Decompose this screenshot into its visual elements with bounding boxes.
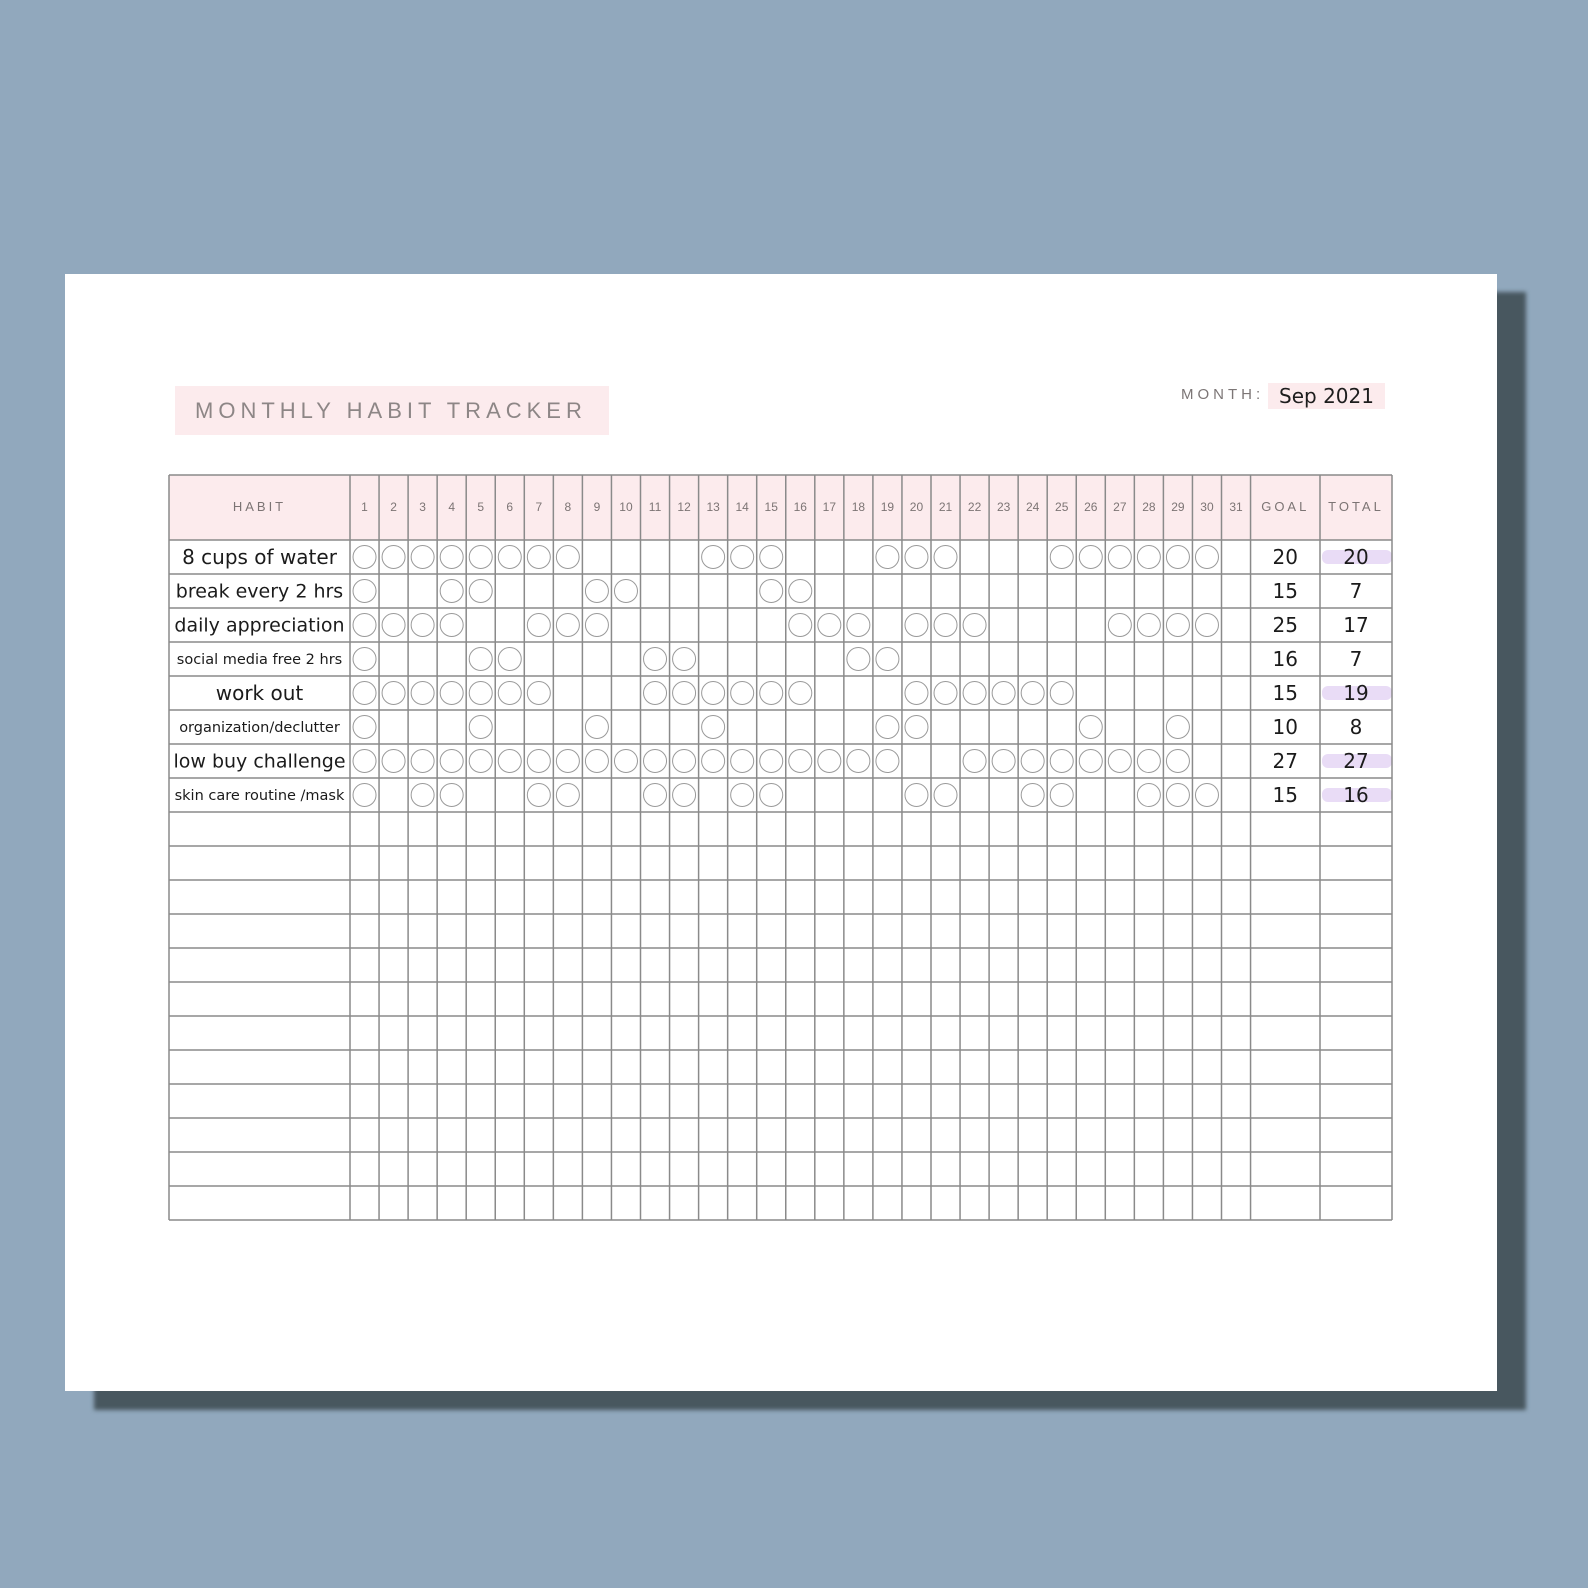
completion-circle[interactable] <box>789 580 812 603</box>
habit-name[interactable]: daily appreciation <box>174 614 345 637</box>
completion-circle[interactable] <box>644 750 667 773</box>
completion-circle[interactable] <box>847 614 870 637</box>
completion-circle[interactable] <box>498 750 521 773</box>
completion-circle[interactable] <box>440 546 463 569</box>
completion-circle[interactable] <box>876 750 899 773</box>
completion-circle[interactable] <box>382 546 405 569</box>
completion-circle[interactable] <box>1195 546 1218 569</box>
completion-circle[interactable] <box>382 682 405 705</box>
completion-circle[interactable] <box>411 546 434 569</box>
completion-circle[interactable] <box>702 682 725 705</box>
completion-circle[interactable] <box>1166 750 1189 773</box>
header-day: 9 <box>593 500 601 514</box>
habit-name[interactable]: break every 2 hrs <box>175 580 344 603</box>
completion-circle[interactable] <box>614 750 637 773</box>
habit-total[interactable]: 8 <box>1349 715 1363 739</box>
completion-circle[interactable] <box>1137 614 1160 637</box>
habit-name[interactable]: work out <box>215 681 304 705</box>
header-day: 7 <box>535 500 543 514</box>
completion-circle[interactable] <box>963 750 986 773</box>
completion-circle[interactable] <box>556 750 579 773</box>
completion-circle[interactable] <box>673 750 696 773</box>
completion-circle[interactable] <box>1195 614 1218 637</box>
completion-circle[interactable] <box>731 784 754 807</box>
completion-circle[interactable] <box>440 580 463 603</box>
completion-circle[interactable] <box>382 614 405 637</box>
completion-circle[interactable] <box>934 546 957 569</box>
header-day: 8 <box>564 500 572 514</box>
completion-circle[interactable] <box>469 648 492 671</box>
header-day: 14 <box>735 500 749 514</box>
completion-circle[interactable] <box>411 750 434 773</box>
habit-goal[interactable]: 10 <box>1272 715 1299 739</box>
header-day: 18 <box>851 500 866 514</box>
header-day: 24 <box>1025 500 1040 514</box>
header-day: 28 <box>1142 500 1156 514</box>
completion-circle[interactable] <box>1021 750 1044 773</box>
header-day: 31 <box>1229 500 1243 514</box>
header-day: 23 <box>996 500 1011 514</box>
completion-circle[interactable] <box>847 750 870 773</box>
header-day: 4 <box>448 500 456 514</box>
completion-circle[interactable] <box>789 750 812 773</box>
completion-circle[interactable] <box>527 750 550 773</box>
completion-circle[interactable] <box>498 546 521 569</box>
habit-goal[interactable]: 15 <box>1272 783 1299 807</box>
completion-circle[interactable] <box>644 648 667 671</box>
completion-circle[interactable] <box>527 614 550 637</box>
header-day: 10 <box>619 500 633 514</box>
completion-circle[interactable] <box>1079 750 1102 773</box>
completion-circle[interactable] <box>1021 784 1044 807</box>
completion-circle[interactable] <box>1021 682 1044 705</box>
completion-circle[interactable] <box>847 648 870 671</box>
completion-circle[interactable] <box>411 784 434 807</box>
completion-circle[interactable] <box>1050 784 1073 807</box>
header-day: 2 <box>390 500 397 514</box>
completion-circle[interactable] <box>469 716 492 739</box>
completion-circle[interactable] <box>760 750 783 773</box>
habit-goal[interactable]: 15 <box>1272 681 1299 705</box>
header-day: 5 <box>477 500 485 514</box>
completion-circle[interactable] <box>992 682 1015 705</box>
completion-circle[interactable] <box>992 750 1015 773</box>
month-value[interactable]: Sep 2021 <box>1268 383 1385 409</box>
header-goal: GOAL <box>1261 499 1310 514</box>
header-day: 6 <box>506 500 514 514</box>
completion-circle[interactable] <box>905 716 928 739</box>
completion-circle[interactable] <box>876 648 899 671</box>
completion-circle[interactable] <box>1050 546 1073 569</box>
completion-circle[interactable] <box>1137 784 1160 807</box>
header-day: 19 <box>880 500 895 514</box>
completion-circle[interactable] <box>673 648 696 671</box>
header-day: 22 <box>967 500 982 514</box>
completion-circle[interactable] <box>353 682 376 705</box>
habit-name[interactable]: 8 cups of water <box>182 545 337 569</box>
completion-circle[interactable] <box>789 614 812 637</box>
completion-circle[interactable] <box>411 614 434 637</box>
completion-circle[interactable] <box>1108 546 1131 569</box>
completion-circle[interactable] <box>1079 546 1102 569</box>
habit-total[interactable]: 7 <box>1349 579 1363 603</box>
month-label: MONTH: <box>1181 386 1265 403</box>
header-day: 13 <box>706 500 720 514</box>
completion-circle[interactable] <box>731 682 754 705</box>
header-day: 12 <box>677 500 691 514</box>
completion-circle[interactable] <box>702 750 725 773</box>
completion-circle[interactable] <box>527 546 550 569</box>
completion-circle[interactable] <box>644 682 667 705</box>
completion-circle[interactable] <box>353 648 376 671</box>
header-total: TOTAL <box>1328 499 1384 514</box>
completion-circle[interactable] <box>1166 716 1189 739</box>
completion-circle[interactable] <box>673 682 696 705</box>
completion-circle[interactable] <box>905 682 928 705</box>
completion-circle[interactable] <box>527 784 550 807</box>
completion-circle[interactable] <box>1195 784 1218 807</box>
header-day: 3 <box>419 500 426 514</box>
habit-goal[interactable]: 20 <box>1272 545 1299 569</box>
habit-goal[interactable]: 25 <box>1272 613 1299 637</box>
completion-circle[interactable] <box>614 580 637 603</box>
completion-circle[interactable] <box>440 750 463 773</box>
header-day: 25 <box>1055 500 1069 514</box>
completion-circle[interactable] <box>876 546 899 569</box>
habit-total[interactable]: 7 <box>1349 647 1363 671</box>
completion-circle[interactable] <box>702 546 725 569</box>
completion-circle[interactable] <box>789 682 812 705</box>
completion-circle[interactable] <box>1166 546 1189 569</box>
habit-name[interactable]: skin care routine /mask <box>174 788 345 805</box>
completion-circle[interactable] <box>905 784 928 807</box>
completion-circle[interactable] <box>702 716 725 739</box>
completion-circle[interactable] <box>1079 716 1102 739</box>
header-day: 17 <box>822 500 837 514</box>
completion-circle[interactable] <box>818 614 841 637</box>
completion-circle[interactable] <box>760 546 783 569</box>
completion-circle[interactable] <box>469 580 492 603</box>
completion-circle[interactable] <box>934 784 957 807</box>
completion-circle[interactable] <box>585 716 608 739</box>
page-title: MONTHLY HABIT TRACKER <box>195 397 587 423</box>
completion-circle[interactable] <box>963 682 986 705</box>
completion-circle[interactable] <box>440 614 463 637</box>
completion-circle[interactable] <box>934 614 957 637</box>
completion-circle[interactable] <box>760 580 783 603</box>
completion-circle[interactable] <box>1166 784 1189 807</box>
header-day: 30 <box>1200 500 1214 514</box>
habit-total[interactable]: 20 <box>1343 545 1369 569</box>
completion-circle[interactable] <box>1137 546 1160 569</box>
completion-circle[interactable] <box>382 750 405 773</box>
completion-circle[interactable] <box>527 682 550 705</box>
completion-circle[interactable] <box>469 750 492 773</box>
completion-circle[interactable] <box>440 784 463 807</box>
header-day: 16 <box>793 500 807 514</box>
header-day: 11 <box>648 500 662 514</box>
completion-circle[interactable] <box>440 682 463 705</box>
completion-circle[interactable] <box>1166 614 1189 637</box>
completion-circle[interactable] <box>760 784 783 807</box>
completion-circle[interactable] <box>731 546 754 569</box>
header-day: 15 <box>764 500 778 514</box>
header-habit: HABIT <box>232 499 287 514</box>
completion-circle[interactable] <box>353 750 376 773</box>
completion-circle[interactable] <box>1108 614 1131 637</box>
habit-name[interactable]: social media free 2 hrs <box>176 652 343 669</box>
completion-circle[interactable] <box>963 614 986 637</box>
completion-circle[interactable] <box>353 546 376 569</box>
completion-circle[interactable] <box>556 614 579 637</box>
habit-total[interactable]: 19 <box>1343 681 1369 705</box>
header-day: 1 <box>361 500 368 514</box>
header-day: 27 <box>1113 500 1127 514</box>
completion-circle[interactable] <box>1108 750 1131 773</box>
header-day: 26 <box>1084 500 1098 514</box>
completion-circle[interactable] <box>905 546 928 569</box>
completion-circle[interactable] <box>673 784 696 807</box>
completion-circle[interactable] <box>556 784 579 807</box>
completion-circle[interactable] <box>411 682 434 705</box>
completion-circle[interactable] <box>934 682 957 705</box>
header-day: 29 <box>1171 500 1185 514</box>
completion-circle[interactable] <box>585 750 608 773</box>
completion-circle[interactable] <box>353 784 376 807</box>
completion-circle[interactable] <box>905 614 928 637</box>
habit-goal[interactable]: 16 <box>1272 647 1299 671</box>
completion-circle[interactable] <box>818 750 841 773</box>
habit-goal[interactable]: 27 <box>1272 749 1299 773</box>
habit-total[interactable]: 27 <box>1343 749 1369 773</box>
habit-name[interactable]: organization/declutter <box>179 720 340 737</box>
habit-total[interactable]: 17 <box>1343 613 1369 637</box>
completion-circle[interactable] <box>585 614 608 637</box>
header-day: 21 <box>938 500 953 514</box>
habit-total[interactable]: 16 <box>1343 783 1369 807</box>
completion-circle[interactable] <box>1137 750 1160 773</box>
completion-circle[interactable] <box>585 580 608 603</box>
completion-circle[interactable] <box>1050 750 1073 773</box>
completion-circle[interactable] <box>353 580 376 603</box>
completion-circle[interactable] <box>469 682 492 705</box>
completion-circle[interactable] <box>469 546 492 569</box>
completion-circle[interactable] <box>1050 682 1073 705</box>
completion-circle[interactable] <box>498 682 521 705</box>
habit-goal[interactable]: 15 <box>1272 579 1299 603</box>
completion-circle[interactable] <box>498 648 521 671</box>
completion-circle[interactable] <box>731 750 754 773</box>
completion-circle[interactable] <box>353 716 376 739</box>
completion-circle[interactable] <box>876 716 899 739</box>
header-day: 20 <box>909 500 924 514</box>
habit-name[interactable]: low buy challenge <box>173 750 346 773</box>
completion-circle[interactable] <box>353 614 376 637</box>
completion-circle[interactable] <box>556 546 579 569</box>
completion-circle[interactable] <box>760 682 783 705</box>
completion-circle[interactable] <box>644 784 667 807</box>
